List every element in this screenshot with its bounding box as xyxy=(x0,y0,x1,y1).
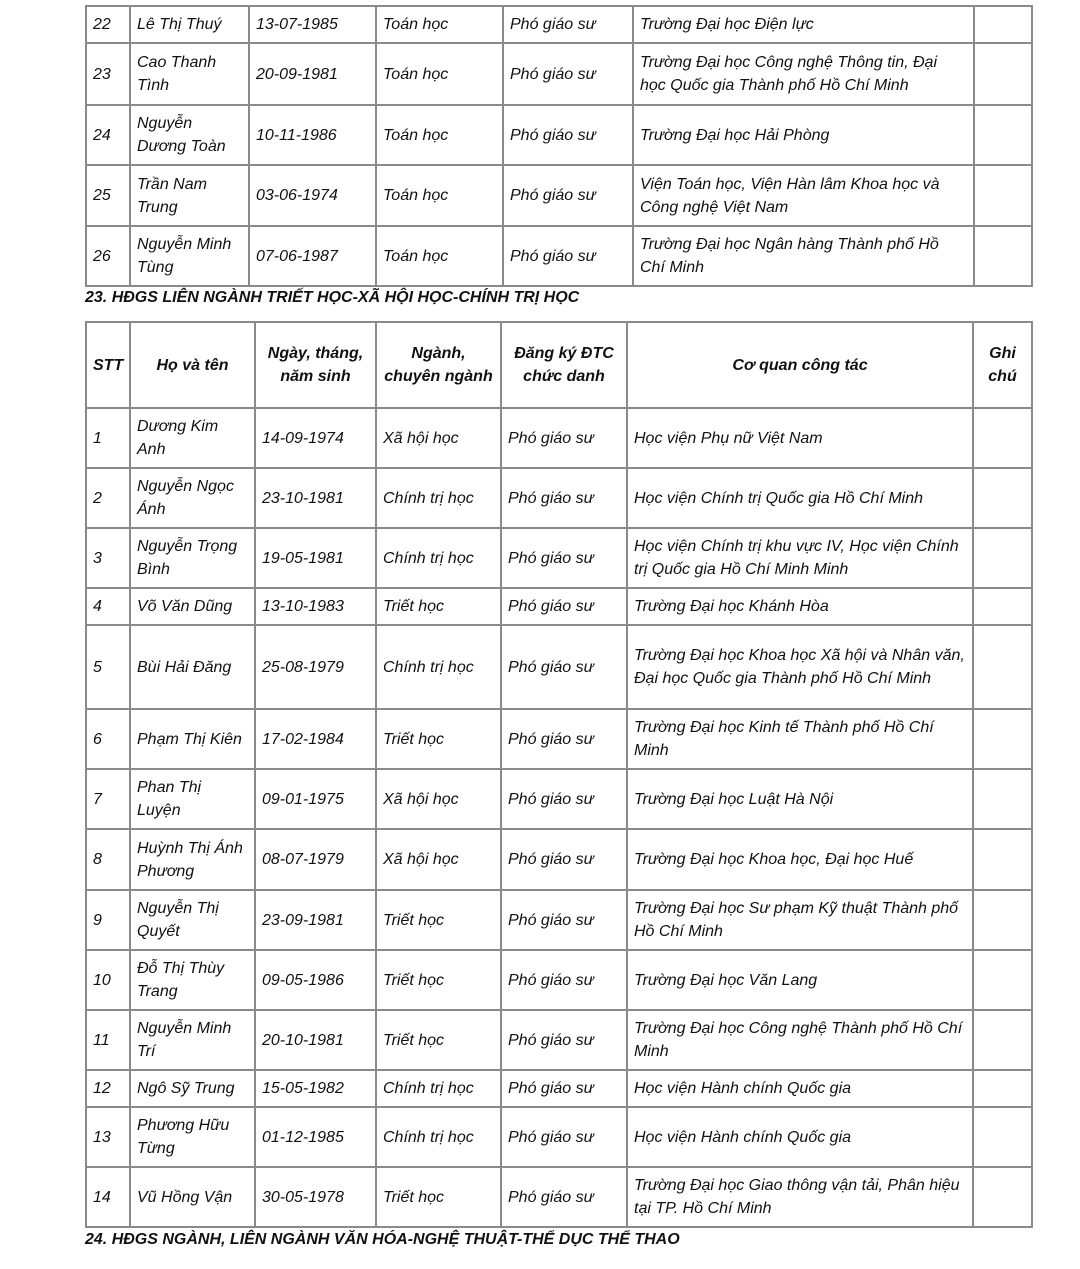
cell-name: Dương Kim Anh xyxy=(130,408,255,468)
cell-dob: 09-05-1986 xyxy=(255,950,376,1010)
cell-note xyxy=(974,6,1032,43)
table-row xyxy=(86,165,1032,226)
cell-dob: 14-09-1974 xyxy=(255,408,376,468)
cell-name: Phương Hữu Từng xyxy=(130,1107,255,1167)
cell-title: Phó giáo sư xyxy=(501,890,627,950)
cell-name: Phạm Thị Kiên xyxy=(130,709,255,769)
cell-org: Học viện Hành chính Quốc gia xyxy=(627,1070,973,1107)
table-row xyxy=(86,1167,1032,1227)
header-note: Ghi chú xyxy=(973,322,1032,408)
cell-title: Phó giáo sư xyxy=(501,950,627,1010)
cell-name: Phan Thị Luyện xyxy=(130,769,255,829)
header-name: Họ và tên xyxy=(130,322,255,408)
cell-field: Chính trị học xyxy=(376,1107,501,1167)
cell-field: Xã hội học xyxy=(376,829,501,890)
cell-dob: 09-01-1975 xyxy=(255,769,376,829)
cell-dob: 20-10-1981 xyxy=(255,1010,376,1070)
cell-stt: 23 xyxy=(86,43,130,105)
cell-stt: 9 xyxy=(86,890,130,950)
cell-stt: 6 xyxy=(86,709,130,769)
cell-org: Trường Đại học Khoa học, Đại học Huế xyxy=(627,829,973,890)
cell-note xyxy=(973,950,1032,1010)
table-row xyxy=(86,43,1032,105)
cell-org: Học viện Chính trị khu vực IV, Học viện Chính trị Quốc gia Hồ Chí Minh Minh xyxy=(627,528,973,588)
cell-note xyxy=(974,165,1032,226)
cell-name: Vũ Hồng Vận xyxy=(130,1167,255,1227)
cell-name: Nguyễn Trọng Bình xyxy=(130,528,255,588)
cell-stt: 26 xyxy=(86,226,130,286)
cell-title: Phó giáo sư xyxy=(503,43,633,105)
cell-stt: 25 xyxy=(86,165,130,226)
cell-dob: 15-05-1982 xyxy=(255,1070,376,1107)
cell-name: Lê Thị Thuý xyxy=(130,6,249,43)
cell-stt: 5 xyxy=(86,625,130,709)
table-row xyxy=(86,468,1032,528)
cell-dob: 30-05-1978 xyxy=(255,1167,376,1227)
cell-field: Xã hội học xyxy=(376,769,501,829)
cell-field: Toán học xyxy=(376,105,503,165)
cell-dob: 19-05-1981 xyxy=(255,528,376,588)
cell-note xyxy=(973,588,1032,625)
cell-dob: 17-02-1984 xyxy=(255,709,376,769)
cell-org: Trường Đại học Công nghệ Thành phố Hồ Chí Minh xyxy=(627,1010,973,1070)
cell-note xyxy=(973,1167,1032,1227)
cell-field: Toán học xyxy=(376,165,503,226)
cell-title: Phó giáo sư xyxy=(501,468,627,528)
cell-stt: 1 xyxy=(86,408,130,468)
cell-field: Toán học xyxy=(376,43,503,105)
cell-org: Trường Đại học Điện lực xyxy=(633,6,974,43)
table-row xyxy=(86,709,1032,769)
cell-stt: 3 xyxy=(86,528,130,588)
cell-org: Trường Đại học Khánh Hòa xyxy=(627,588,973,625)
cell-title: Phó giáo sư xyxy=(501,1010,627,1070)
table-row xyxy=(86,588,1032,625)
table-row xyxy=(86,950,1032,1010)
cell-org: Trường Đại học Sư phạm Kỹ thuật Thành phố Hồ Chí Minh xyxy=(627,890,973,950)
section-23-table xyxy=(85,321,1033,1228)
cell-field: Chính trị học xyxy=(376,528,501,588)
cell-note xyxy=(973,1070,1032,1107)
cell-title: Phó giáo sư xyxy=(503,105,633,165)
cell-note xyxy=(974,105,1032,165)
cell-note xyxy=(973,890,1032,950)
cell-org: Học viện Hành chính Quốc gia xyxy=(627,1107,973,1167)
cell-name: Trần Nam Trung xyxy=(130,165,249,226)
cell-note xyxy=(973,408,1032,468)
cell-name: Bùi Hải Đăng xyxy=(130,625,255,709)
cell-title: Phó giáo sư xyxy=(501,1070,627,1107)
cell-name: Ngô Sỹ Trung xyxy=(130,1070,255,1107)
cell-dob: 13-10-1983 xyxy=(255,588,376,625)
cell-field: Toán học xyxy=(376,6,503,43)
header-title: Đăng ký ĐTC chức danh xyxy=(501,322,627,408)
table-row xyxy=(86,1070,1032,1107)
cell-note xyxy=(974,43,1032,105)
cell-org: Trường Đại học Luật Hà Nội xyxy=(627,769,973,829)
cell-name: Huỳnh Thị Ánh Phương xyxy=(130,829,255,890)
table-row xyxy=(86,408,1032,468)
cell-field: Triết học xyxy=(376,1167,501,1227)
table-row xyxy=(86,769,1032,829)
cell-dob: 03-06-1974 xyxy=(249,165,376,226)
previous-section-table-body xyxy=(86,6,1032,286)
cell-name: Cao Thanh Tình xyxy=(130,43,249,105)
cell-dob: 10-11-1986 xyxy=(249,105,376,165)
table-header-row xyxy=(86,322,1032,408)
cell-field: Chính trị học xyxy=(376,468,501,528)
cell-field: Triết học xyxy=(376,890,501,950)
cell-dob: 23-09-1981 xyxy=(255,890,376,950)
cell-title: Phó giáo sư xyxy=(501,528,627,588)
cell-note xyxy=(973,625,1032,709)
cell-stt: 14 xyxy=(86,1167,130,1227)
cell-field: Chính trị học xyxy=(376,1070,501,1107)
cell-dob: 07-06-1987 xyxy=(249,226,376,286)
table-row xyxy=(86,829,1032,890)
cell-title: Phó giáo sư xyxy=(501,1107,627,1167)
cell-field: Xã hội học xyxy=(376,408,501,468)
cell-org: Trường Đại học Hải Phòng xyxy=(633,105,974,165)
cell-stt: 8 xyxy=(86,829,130,890)
header-dob: Ngày, tháng, năm sinh xyxy=(255,322,376,408)
cell-org: Trường Đại học Công nghệ Thông tin, Đại học Quốc gia Thành phố Hồ Chí Minh xyxy=(633,43,974,105)
cell-stt: 2 xyxy=(86,468,130,528)
cell-org: Học viện Phụ nữ Việt Nam xyxy=(627,408,973,468)
cell-title: Phó giáo sư xyxy=(501,408,627,468)
cell-dob: 25-08-1979 xyxy=(255,625,376,709)
cell-title: Phó giáo sư xyxy=(503,165,633,226)
cell-dob: 08-07-1979 xyxy=(255,829,376,890)
cell-stt: 4 xyxy=(86,588,130,625)
cell-stt: 13 xyxy=(86,1107,130,1167)
cell-stt: 24 xyxy=(86,105,130,165)
cell-org: Học viện Chính trị Quốc gia Hồ Chí Minh xyxy=(627,468,973,528)
cell-note xyxy=(973,468,1032,528)
cell-stt: 12 xyxy=(86,1070,130,1107)
table-row xyxy=(86,528,1032,588)
cell-dob: 01-12-1985 xyxy=(255,1107,376,1167)
table-row xyxy=(86,1107,1032,1167)
table-row xyxy=(86,6,1032,43)
cell-title: Phó giáo sư xyxy=(503,6,633,43)
section-23-heading: 23. HĐGS LIÊN NGÀNH TRIẾT HỌC-XÃ HỘI HỌC-CHÍNH TRỊ HỌC xyxy=(85,289,580,306)
cell-title: Phó giáo sư xyxy=(501,769,627,829)
cell-stt: 11 xyxy=(86,1010,130,1070)
previous-section-table xyxy=(85,5,1033,287)
header-org: Cơ quan công tác xyxy=(627,322,973,408)
cell-title: Phó giáo sư xyxy=(501,625,627,709)
cell-name: Nguyễn Thị Quyết xyxy=(130,890,255,950)
cell-title: Phó giáo sư xyxy=(501,709,627,769)
cell-dob: 13-07-1985 xyxy=(249,6,376,43)
cell-stt: 22 xyxy=(86,6,130,43)
header-field: Ngành, chuyên ngành xyxy=(376,322,501,408)
cell-title: Phó giáo sư xyxy=(501,829,627,890)
cell-org: Trường Đại học Ngân hàng Thành phố Hồ Chí Minh xyxy=(633,226,974,286)
cell-note xyxy=(973,709,1032,769)
table-row xyxy=(86,226,1032,286)
cell-name: Nguyễn Ngọc Ánh xyxy=(130,468,255,528)
cell-note xyxy=(973,1107,1032,1167)
cell-note xyxy=(974,226,1032,286)
cell-field: Triết học xyxy=(376,950,501,1010)
table-row xyxy=(86,890,1032,950)
table-row xyxy=(86,625,1032,709)
cell-note xyxy=(973,829,1032,890)
cell-org: Trường Đại học Giao thông vận tải, Phân hiệu tại TP. Hồ Chí Minh xyxy=(627,1167,973,1227)
cell-stt: 10 xyxy=(86,950,130,1010)
cell-field: Chính trị học xyxy=(376,625,501,709)
cell-name: Nguyễn Minh Tùng xyxy=(130,226,249,286)
cell-field: Triết học xyxy=(376,709,501,769)
header-stt: STT xyxy=(86,322,130,408)
cell-field: Triết học xyxy=(376,1010,501,1070)
cell-field: Toán học xyxy=(376,226,503,286)
table-row xyxy=(86,1010,1032,1070)
cell-org: Viện Toán học, Viện Hàn lâm Khoa học và Công nghệ Việt Nam xyxy=(633,165,974,226)
cell-title: Phó giáo sư xyxy=(501,1167,627,1227)
cell-org: Trường Đại học Văn Lang xyxy=(627,950,973,1010)
cell-dob: 23-10-1981 xyxy=(255,468,376,528)
cell-org: Trường Đại học Kinh tế Thành phố Hồ Chí Minh xyxy=(627,709,973,769)
section-24-heading: 24. HĐGS NGÀNH, LIÊN NGÀNH VĂN HÓA-NGHỆ THUẬT-THỂ DỤC THỂ THAO xyxy=(85,1231,680,1248)
cell-stt: 7 xyxy=(86,769,130,829)
cell-title: Phó giáo sư xyxy=(503,226,633,286)
cell-name: Võ Văn Dũng xyxy=(130,588,255,625)
cell-note xyxy=(973,769,1032,829)
section-23-table-body xyxy=(86,408,1032,1227)
table-row xyxy=(86,105,1032,165)
cell-name: Nguyễn Minh Trí xyxy=(130,1010,255,1070)
cell-org: Trường Đại học Khoa học Xã hội và Nhân văn, Đại học Quốc gia Thành phố Hồ Chí Minh xyxy=(627,625,973,709)
cell-title: Phó giáo sư xyxy=(501,588,627,625)
cell-name: Nguyễn Dương Toàn xyxy=(130,105,249,165)
cell-field: Triết học xyxy=(376,588,501,625)
cell-note xyxy=(973,1010,1032,1070)
cell-name: Đỗ Thị Thùy Trang xyxy=(130,950,255,1010)
cell-dob: 20-09-1981 xyxy=(249,43,376,105)
cell-note xyxy=(973,528,1032,588)
